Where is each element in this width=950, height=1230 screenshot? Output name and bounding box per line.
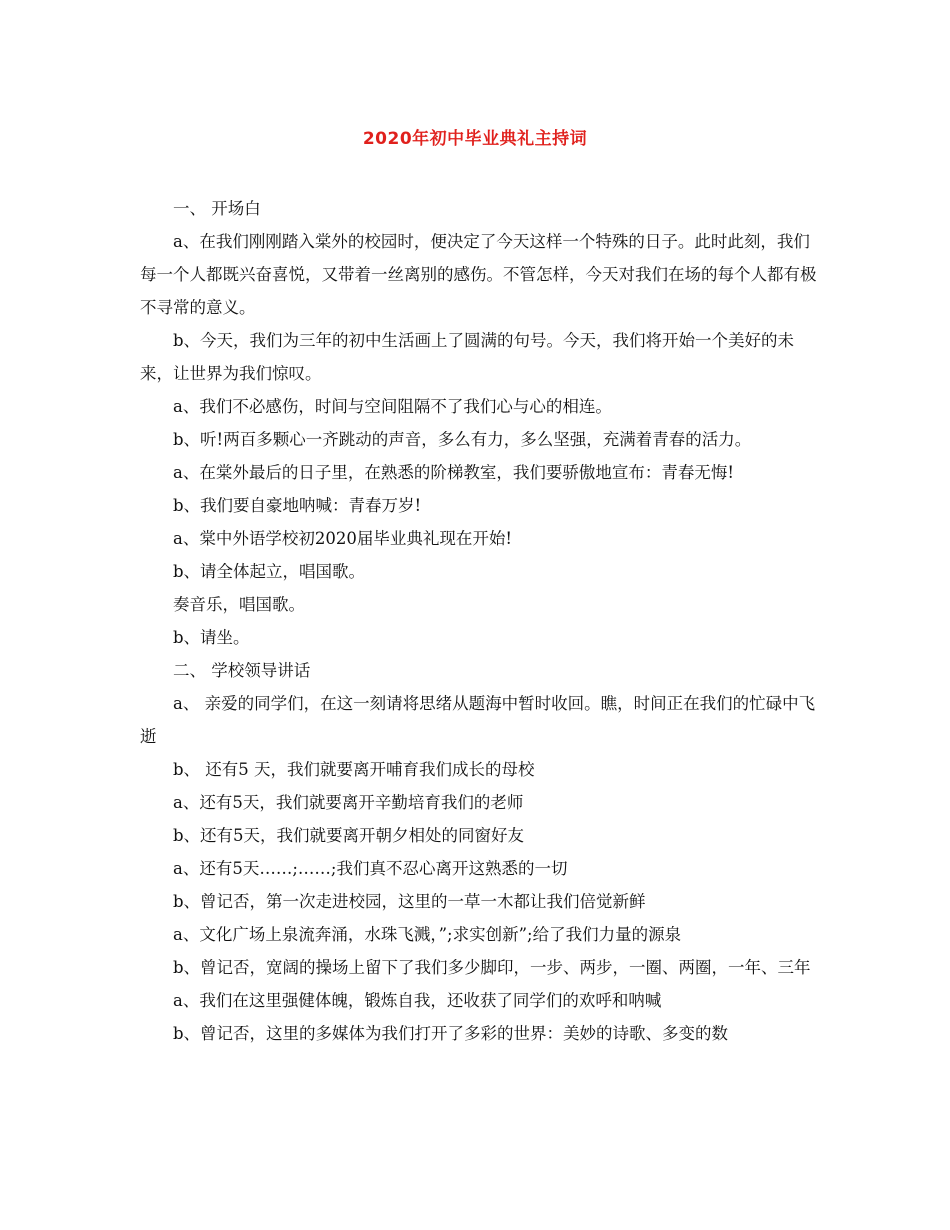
paragraph: b、曾记否，宽阔的操场上留下了我们多少脚印，一步、两步，一圈、两圈，一年、三年 [173, 958, 811, 977]
document-body [140, 192, 820, 1050]
paragraph: b、听!两百多颗心一齐跳动的声音，多么有力，多么坚强，充满着青春的活力。 [173, 430, 752, 449]
paragraph: a、还有5天，我们就要离开辛勤培育我们的老师 [173, 793, 524, 812]
paragraph: a、棠中外语学校初2020届毕业典礼现在开始! [173, 529, 512, 548]
section-heading: 一、 开场白 [173, 199, 261, 218]
paragraph: 奏音乐，唱国歌。 [173, 595, 305, 614]
paragraph: a、 亲爱的同学们，在这一刻请将思绪从题海中暂时收回。瞧，时间正在我们的忙碌中飞逝 [140, 694, 816, 746]
paragraph: b、请全体起立，唱国歌。 [173, 562, 366, 581]
paragraph: a、在棠外最后的日子里，在熟悉的阶梯教室，我们要骄傲地宣布：青春无悔! [173, 463, 734, 482]
paragraph: a、在我们刚刚踏入棠外的校园时，便决定了今天这样一个特殊的日子。此时此刻，我们每一个人都既兴奋喜悦，又带着一丝离别的感伤。不管怎样，今天对我们在场的每个人都有极不寻常的意义。 [140, 232, 817, 317]
paragraph: a、我们在这里强健体魄，锻炼自我，还收获了同学们的欢呼和呐喊 [173, 991, 662, 1010]
paragraph: a、我们不必感伤，时间与空间阻隔不了我们心与心的相连。 [173, 397, 612, 416]
paragraph: b、还有5天，我们就要离开朝夕相处的同窗好友 [173, 826, 525, 845]
paragraph: b、今天，我们为三年的初中生活画上了圆满的句号。今天，我们将开始一个美好的未来，让世界为我们惊叹。 [140, 331, 795, 383]
paragraph: b、 还有5 天，我们就要离开哺育我们成长的母校 [173, 760, 535, 779]
section-heading: 二、 学校领导讲话 [173, 661, 311, 680]
paragraph: b、请坐。 [173, 628, 250, 647]
paragraph: a、还有5天……;……;我们真不忍心离开这熟悉的一切 [173, 859, 568, 878]
document-title: 2020年初中毕业典礼主持词 [362, 129, 588, 149]
paragraph: a、文化广场上泉流奔涌，水珠飞溅，”;求实创新”;给了我们力量的源泉 [173, 925, 682, 944]
paragraph: b、我们要自豪地呐喊：青春万岁! [173, 496, 422, 515]
paragraph: b、曾记否，这里的多媒体为我们打开了多彩的世界：美妙的诗歌、多变的数 [173, 1024, 729, 1043]
paragraph: b、曾记否，第一次走进校园，这里的一草一木都让我们倍觉新鲜 [173, 892, 646, 911]
